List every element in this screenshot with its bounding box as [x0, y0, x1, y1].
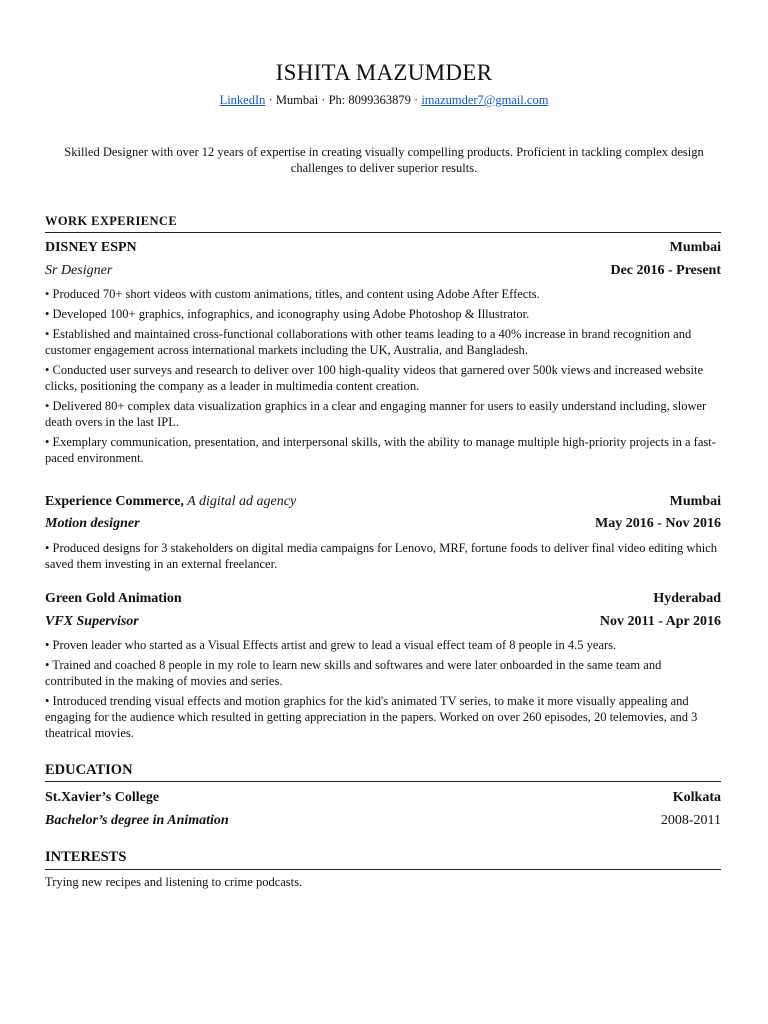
job-role: Motion designer: [45, 516, 140, 531]
bullet-item: • Produced 70+ short videos with custom animations, titles, and content using Adobe After Effects.: [45, 287, 540, 301]
interests-text: Trying new recipes and listening to crime podcasts.: [45, 875, 303, 889]
contact-separator: ·: [265, 93, 276, 107]
job-role: VFX Supervisor: [45, 614, 139, 629]
email-link[interactable]: imazumder7@gmail.com: [421, 93, 549, 107]
education-header-row: [45, 790, 721, 806]
company-name: Green Gold Animation: [45, 591, 182, 606]
section-title-work: WORK EXPERIENCE: [45, 214, 178, 228]
job-dates: Dec 2016 - Present: [610, 263, 721, 278]
candidate-name: ISHITA MAZUMDER: [275, 60, 493, 85]
company-note: A digital ad agency: [183, 494, 297, 509]
section-divider: [45, 869, 721, 870]
job-company: [45, 240, 137, 256]
job-company: [45, 494, 296, 510]
job-header-row: [45, 591, 721, 607]
job-bullets: [45, 286, 721, 470]
company-name: Experience Commerce,: [45, 494, 184, 509]
section-divider: [45, 781, 721, 782]
job-company: [45, 591, 182, 607]
bullet-item: • Produced designs for 3 stakeholders on digital media campaigns for Lenovo, MRF, fortune foods to deliver final video editing which saved them investing in an external freelancer.: [45, 541, 717, 571]
company-name: DISNEY ESPN: [45, 240, 137, 255]
job-dates: May 2016 - Nov 2016: [595, 516, 721, 531]
job-role-row: [45, 614, 721, 630]
bullet-item: • Introduced trending visual effects and motion graphics for the kid's animated TV series, to make it more visually appealing and engaging for the audience which resulted in getting appreciation in the papers. Worked on over 260 episodes, 20 telemovies, and 3 theatrical movies.: [45, 694, 698, 740]
job-header-row: [45, 240, 721, 256]
job-role-row: [45, 516, 721, 532]
linkedin-link[interactable]: LinkedIn: [219, 93, 266, 107]
job-bullets: [45, 540, 721, 576]
contact-separator: ·: [410, 93, 422, 107]
job-location: Mumbai: [669, 494, 721, 509]
contact-separator: ·: [318, 93, 329, 107]
contact-location: Mumbai: [275, 93, 319, 107]
bullet-item: • Established and maintained cross-functional collaborations with other teams leading to a 40% increase in brand recognition and customer engagement across international markets including the UK, Australia, and Bangladesh.: [45, 327, 692, 357]
education-degree-row: [45, 813, 721, 829]
section-title-education: EDUCATION: [45, 762, 133, 778]
bullet-item: • Conducted user surveys and research to deliver over 100 high-quality videos that garnered over 500k views and increased website clicks, positioning the company as a leader in multimedia content creation.: [45, 363, 703, 393]
section-title-interests: INTERESTS: [45, 849, 127, 865]
contact-phone: Ph: 8099363879: [328, 93, 411, 107]
job-location: Hyderabad: [653, 591, 721, 606]
job-dates: Nov 2011 - Apr 2016: [599, 614, 721, 629]
education-dates: 2008-2011: [660, 813, 721, 828]
section-divider: [45, 232, 721, 233]
bullet-item: • Exemplary communication, presentation, and interpersonal skills, with the ability to manage multiple high-priority projects in a fast-paced environment.: [45, 435, 716, 465]
school-name: St.Xavier’s College: [45, 790, 160, 805]
contact-line: [0, 93, 768, 108]
bullet-item: • Delivered 80+ complex data visualization graphics in a clear and engaging manner for users to easily understand including, slower death overs in the last IPL.: [45, 399, 707, 429]
bullet-item: • Developed 100+ graphics, infographics, and iconography using Adobe Photoshop & Illustrator.: [45, 307, 530, 321]
school-location: Kolkata: [672, 790, 721, 805]
job-role-row: [45, 263, 721, 279]
job-bullets: [45, 637, 721, 745]
job-header-row: [45, 494, 721, 510]
summary-text: Skilled Designer with over 12 years of expertise in creating visually compelling products. Proficient in tackling complex design challenges to deliver superior results.: [64, 145, 704, 175]
bullet-item: • Proven leader who started as a Visual Effects artist and grew to lead a visual effect team of 8 people in 4.5 years.: [45, 638, 617, 652]
job-role: Sr Designer: [45, 263, 113, 278]
degree: Bachelor’s degree in Animation: [45, 813, 229, 828]
bullet-item: • Trained and coached 8 people in my role to learn new skills and softwares and were later onboarded in the same team and contributed in the making of movies and series.: [45, 658, 662, 688]
job-location: Mumbai: [669, 240, 721, 255]
